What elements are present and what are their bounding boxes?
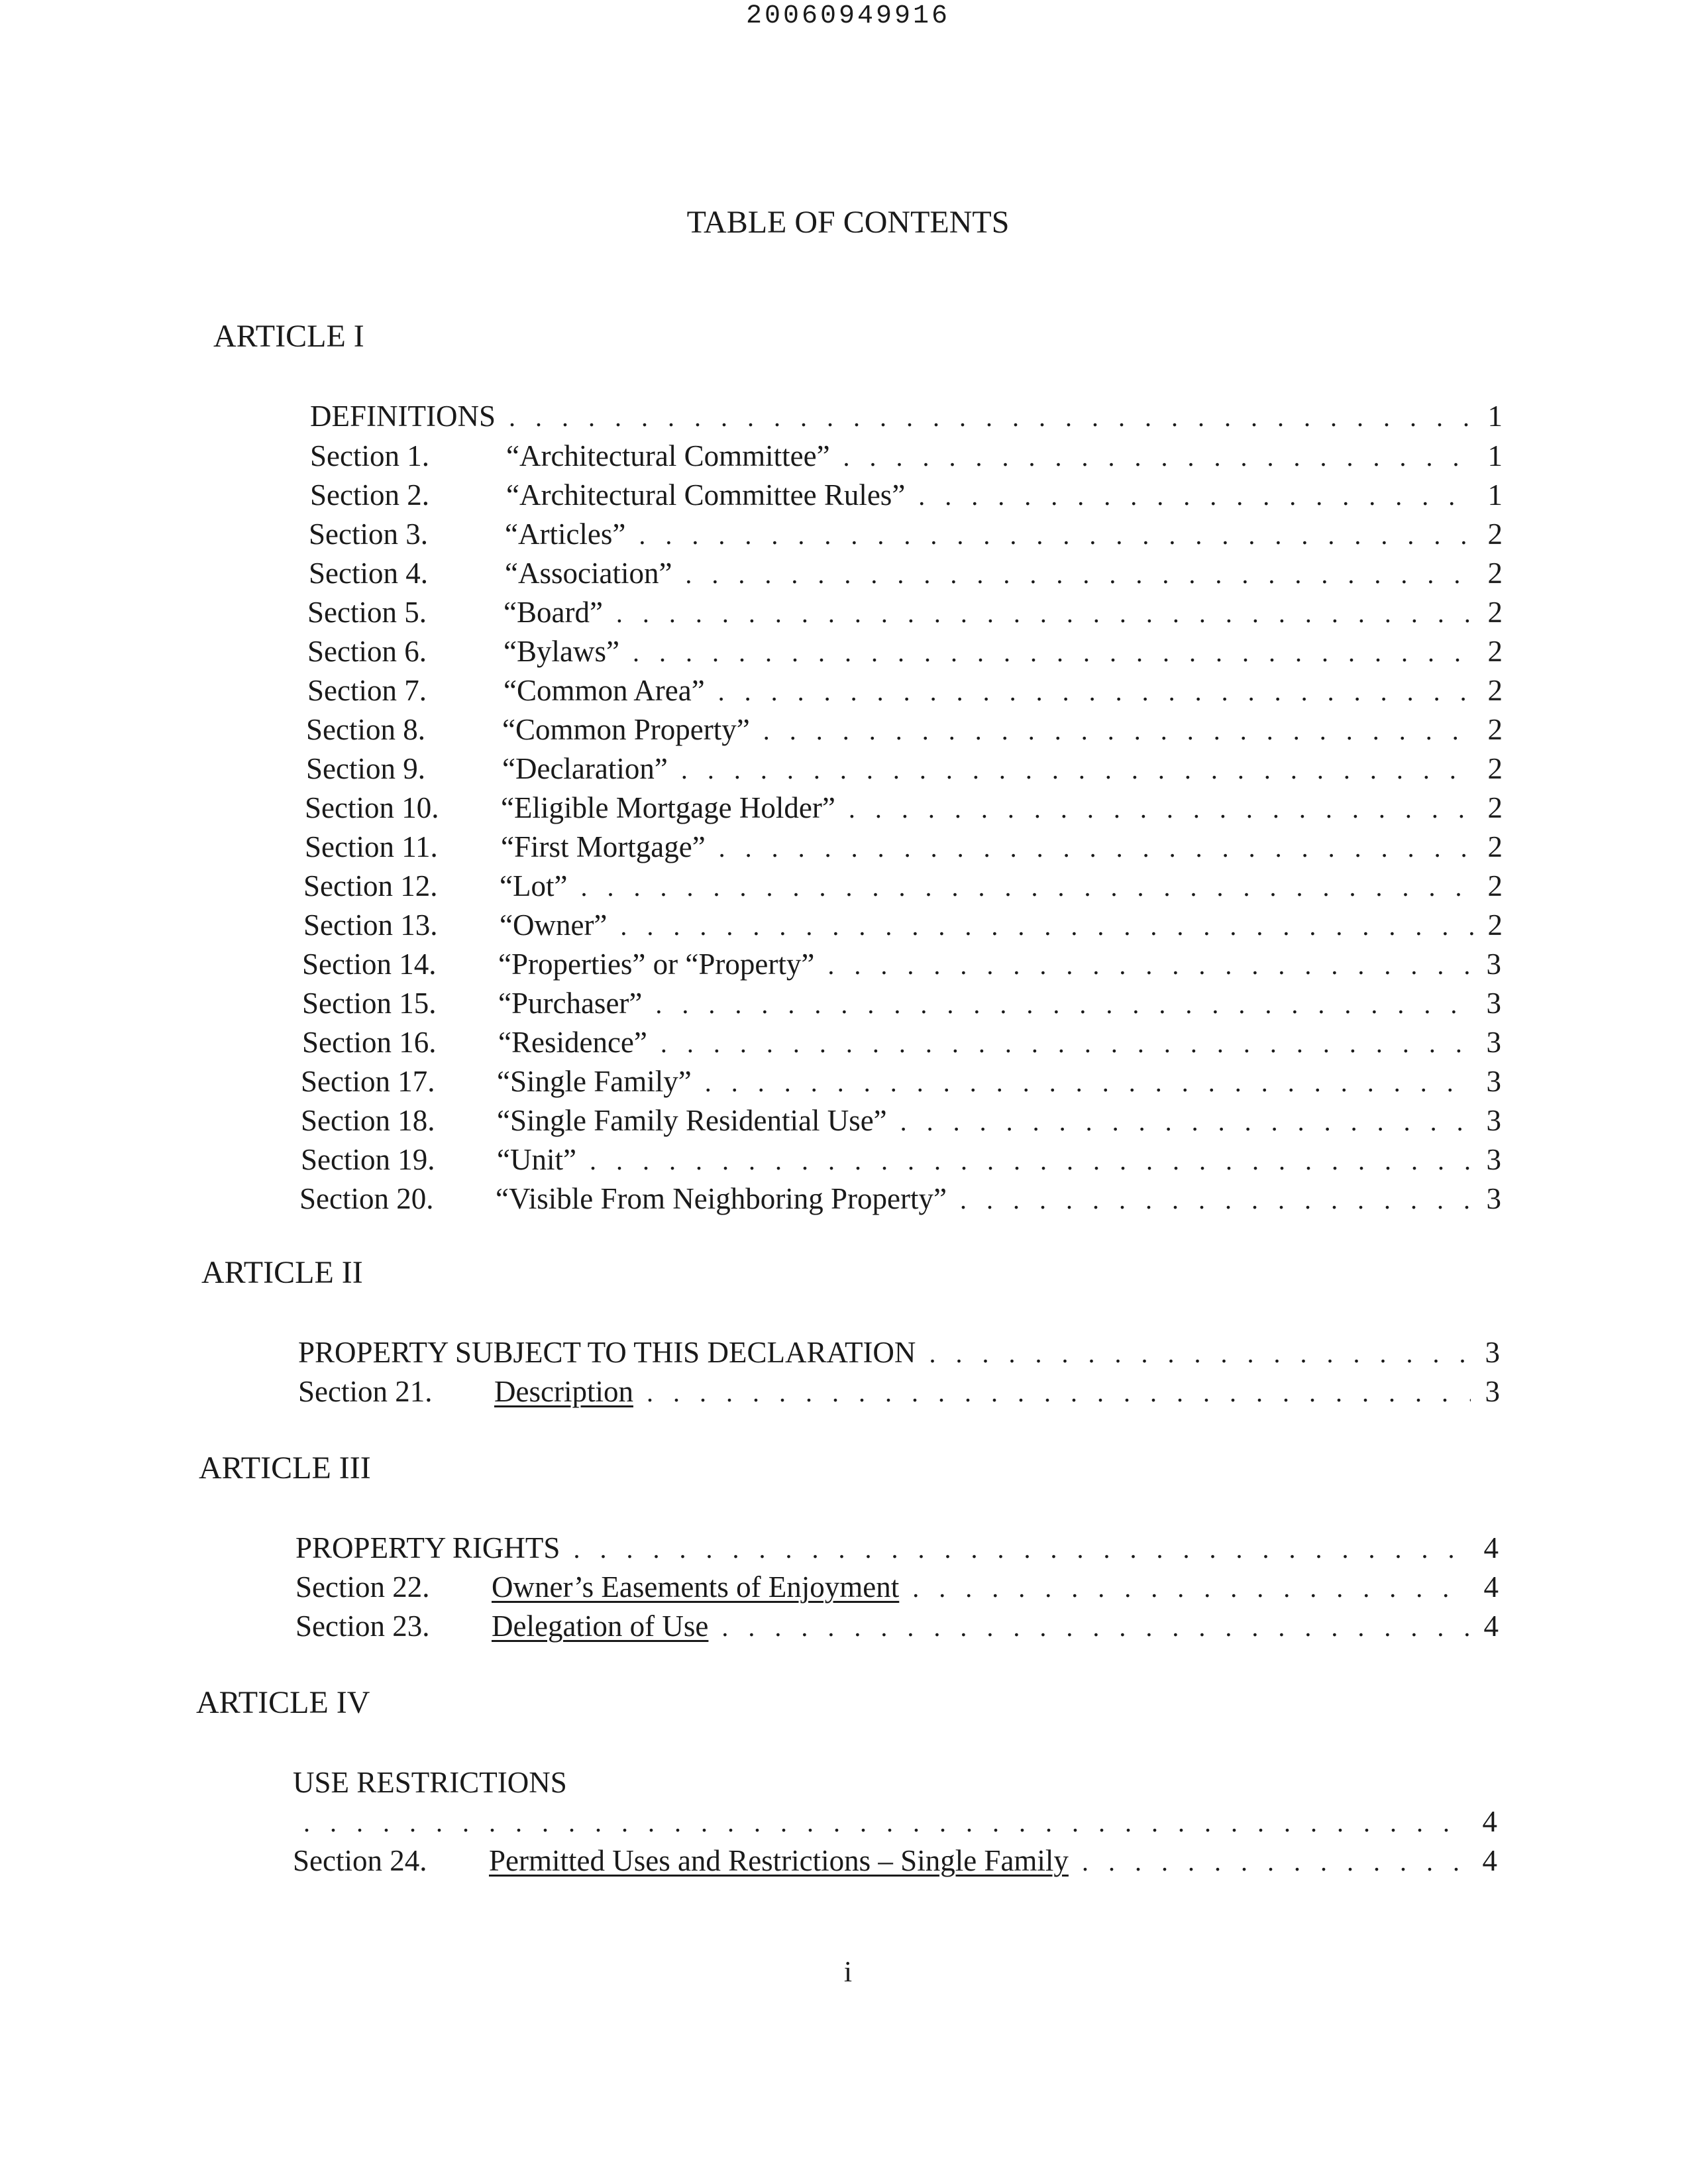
page-ref: 3	[1486, 1143, 1501, 1176]
page-ref: 2	[1487, 752, 1503, 785]
toc-entry-definitions[interactable]	[310, 398, 1503, 436]
page-ref: 4	[1482, 1844, 1497, 1877]
section-number: Section 2.	[310, 478, 429, 512]
page-ref: 3	[1486, 1026, 1501, 1059]
section-title: “Association”	[505, 557, 672, 590]
dot-leader	[849, 791, 1473, 828]
section-title: “Declaration”	[502, 752, 668, 785]
section-title: Description	[494, 1375, 633, 1408]
page-ref: 2	[1487, 635, 1503, 668]
dot-leader	[681, 751, 1473, 789]
page-ref: 4	[1483, 1531, 1499, 1564]
section-title: Permitted Uses and Restrictions – Single Family	[489, 1844, 1069, 1877]
section-number: Section 5.	[307, 596, 427, 629]
page-ref: 2	[1487, 791, 1503, 824]
dot-leader	[620, 908, 1473, 945]
section-number: Section 22.	[295, 1570, 430, 1604]
toc-section-entry[interactable]	[302, 946, 1501, 984]
section-number: Section 4.	[309, 557, 428, 590]
toc-heading-text: DEFINITIONS	[310, 400, 496, 433]
section-number: Section 14.	[302, 948, 437, 981]
dot-leader	[960, 1181, 1472, 1219]
toc-section-entry[interactable]	[305, 828, 1503, 867]
toc-section-entry[interactable]	[309, 555, 1503, 593]
dot-leader	[918, 478, 1473, 515]
toc-section-entry[interactable]	[298, 1373, 1500, 1411]
dot-leader	[655, 986, 1472, 1023]
page-ref: 2	[1487, 557, 1503, 590]
dot-leader	[827, 947, 1472, 984]
toc-heading-use-restrictions	[293, 1764, 567, 1801]
section-number: Section 12.	[303, 869, 438, 902]
dot-leader	[647, 1374, 1471, 1411]
dot-leader	[929, 1335, 1471, 1372]
toc-section-entry[interactable]	[307, 594, 1503, 632]
section-number: Section 3.	[309, 518, 428, 551]
page-ref: 1	[1487, 439, 1503, 472]
toc-section-entry[interactable]	[302, 985, 1501, 1023]
toc-heading-text: PROPERTY SUBJECT TO THIS DECLARATION	[298, 1336, 916, 1369]
page-ref: 1	[1487, 400, 1503, 433]
toc-section-entry[interactable]	[305, 789, 1503, 828]
dot-leader	[303, 1804, 1468, 1841]
dot-leader	[661, 1025, 1472, 1062]
section-title: Owner’s Easements of Enjoyment	[492, 1570, 900, 1604]
toc-section-entry[interactable]	[310, 437, 1503, 476]
section-title: Delegation of Use	[492, 1610, 709, 1643]
toc-section-entry[interactable]	[307, 633, 1503, 671]
section-number: Section 21.	[298, 1375, 433, 1408]
section-title: “Properties” or “Property”	[498, 948, 815, 981]
section-title: “Bylaws”	[504, 635, 619, 668]
toc-section-entry[interactable]	[301, 1141, 1501, 1179]
section-title: “Single Family Residential Use”	[497, 1104, 887, 1137]
page-ref: 3	[1486, 1065, 1501, 1098]
toc-section-entry[interactable]	[301, 1102, 1501, 1140]
page-ref: 4	[1483, 1610, 1499, 1643]
section-number: Section 16.	[302, 1026, 437, 1059]
toc-entry-use-restrictions-page[interactable]	[293, 1803, 1497, 1841]
dot-leader	[580, 869, 1473, 906]
toc-section-entry[interactable]	[309, 516, 1503, 554]
page-ref: 3	[1486, 948, 1501, 981]
page-ref: 2	[1487, 830, 1503, 863]
section-number: Section 11.	[305, 830, 438, 863]
section-title: “Purchaser”	[498, 987, 643, 1020]
page-ref: 4	[1483, 1570, 1499, 1604]
article-label: ARTICLE I	[213, 319, 364, 354]
section-title: “Residence”	[498, 1026, 647, 1059]
section-number: Section 17.	[301, 1065, 435, 1098]
toc-section-entry[interactable]	[303, 906, 1503, 945]
section-number: Section 18.	[301, 1104, 435, 1137]
toc-section-entry[interactable]	[306, 750, 1503, 789]
section-number: Section 20.	[299, 1182, 434, 1215]
article-label: ARTICLE III	[199, 1450, 371, 1486]
page-ref: 2	[1487, 596, 1503, 629]
page-number: i	[843, 1955, 853, 1988]
page-ref: 3	[1486, 1182, 1501, 1215]
page-ref: 3	[1486, 987, 1501, 1020]
page-ref: 4	[1482, 1805, 1497, 1838]
toc-section-entry[interactable]	[307, 672, 1503, 710]
toc-section-entry[interactable]	[302, 1024, 1501, 1062]
toc-heading-text: USE RESTRICTIONS	[293, 1766, 567, 1799]
page-ref: 2	[1487, 713, 1503, 746]
dot-leader	[573, 1531, 1469, 1568]
section-title: “Architectural Committee”	[506, 439, 830, 472]
section-title: “Common Area”	[504, 674, 705, 707]
dot-leader	[900, 1103, 1472, 1140]
toc-section-entry[interactable]	[306, 711, 1503, 749]
page-ref: 3	[1485, 1375, 1500, 1408]
toc-heading-text: PROPERTY RIGHTS	[295, 1531, 560, 1564]
section-number: Section 19.	[301, 1143, 435, 1176]
dot-leader	[590, 1142, 1472, 1179]
section-title: “Common Property”	[502, 713, 750, 746]
section-number: Section 10.	[305, 791, 439, 824]
section-title: “Board”	[504, 596, 603, 629]
section-number: Section 15.	[302, 987, 437, 1020]
page-ref: 2	[1487, 674, 1503, 707]
dot-leader	[719, 830, 1473, 867]
page-ref: 2	[1487, 908, 1503, 942]
dot-leader	[509, 399, 1473, 436]
toc-section-entry[interactable]	[295, 1568, 1499, 1607]
dot-leader	[912, 1570, 1469, 1607]
section-number: Section 24.	[293, 1844, 427, 1877]
toc-entry-property-rights[interactable]	[295, 1529, 1499, 1568]
toc-title: TABLE OF CONTENTS	[686, 205, 1010, 240]
dot-leader	[705, 1064, 1472, 1101]
article-label: ARTICLE II	[201, 1255, 363, 1290]
page-ref: 2	[1487, 518, 1503, 551]
dot-leader	[718, 673, 1473, 710]
toc-section-entry[interactable]	[301, 1063, 1501, 1101]
section-title: “Owner”	[500, 908, 608, 942]
section-title: “Single Family”	[497, 1065, 692, 1098]
dot-leader	[843, 439, 1473, 476]
toc-section-entry[interactable]	[303, 867, 1503, 906]
toc-section-entry[interactable]	[293, 1842, 1497, 1881]
toc-section-entry[interactable]	[299, 1180, 1501, 1219]
dot-leader	[763, 712, 1473, 749]
section-title: “First Mortgage”	[501, 830, 706, 863]
section-title: “Lot”	[500, 869, 568, 902]
dot-leader	[1082, 1843, 1468, 1881]
section-title: “Eligible Mortgage Holder”	[501, 791, 835, 824]
section-title: “Architectural Committee Rules”	[506, 478, 906, 512]
section-title: “Visible From Neighboring Property”	[496, 1182, 947, 1215]
section-number: Section 7.	[307, 674, 427, 707]
page-ref: 3	[1486, 1104, 1501, 1137]
section-number: Section 13.	[303, 908, 438, 942]
dot-leader	[639, 517, 1473, 554]
section-title: “Unit”	[497, 1143, 576, 1176]
section-number: Section 1.	[310, 439, 429, 472]
dot-leader	[616, 595, 1473, 632]
section-title: “Articles”	[505, 518, 626, 551]
section-number: Section 9.	[306, 752, 425, 785]
toc-section-entry[interactable]	[310, 476, 1503, 515]
section-number: Section 6.	[307, 635, 427, 668]
article-label: ARTICLE IV	[196, 1685, 370, 1720]
section-number: Section 23.	[295, 1610, 430, 1643]
dot-leader	[633, 634, 1473, 671]
toc-entry-property-subject[interactable]	[298, 1334, 1500, 1372]
dot-leader	[685, 556, 1473, 593]
dot-leader	[721, 1609, 1469, 1646]
toc-section-entry[interactable]	[295, 1608, 1499, 1646]
page-ref: 3	[1485, 1336, 1500, 1369]
page-ref: 1	[1487, 478, 1503, 512]
section-number: Section 8.	[306, 713, 425, 746]
page-ref: 2	[1487, 869, 1503, 902]
document-number: 20060949916	[745, 1, 951, 31]
